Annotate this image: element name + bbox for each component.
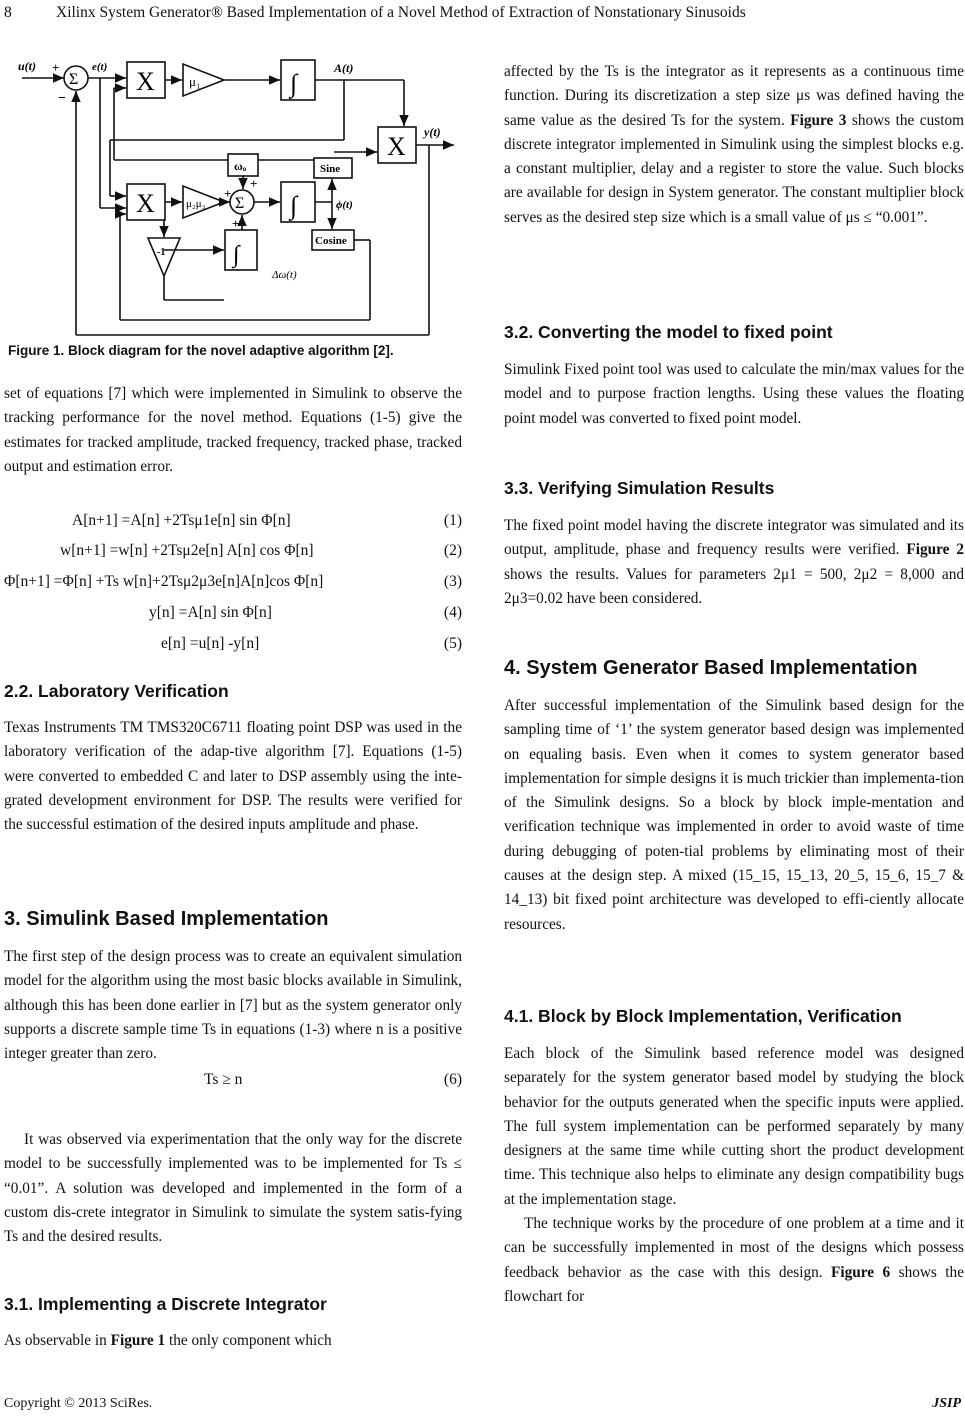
label-phi: ϕ(t) <box>336 199 353 211</box>
figure-3-ref[interactable]: Figure 3 <box>790 111 847 129</box>
equation-2-number: (2) <box>443 542 462 559</box>
label-plus: + <box>52 60 60 75</box>
paragraph-2-2: Texas Instruments TM TMS320C6711 floating point DSP was used in the laboratory verification of the adap-tive algorithm [7]. Equations (1-5) were converted to embedded C and later to DSP assembly using the inte-grated development environment for DSP. The results were verified for the successful estimation of the desired inputs amplitude and phase. <box>4 719 462 834</box>
section-3-3 <box>504 514 964 611</box>
section-3-1 <box>4 1329 462 1353</box>
label-plus-3: + <box>250 176 258 191</box>
equation-6-number: (6) <box>443 1071 462 1088</box>
figure-1-block-diagram <box>14 50 464 350</box>
label-dw: Δω(t) <box>272 269 297 281</box>
equation-1: A[n+1] =A[n] +2Tsμ1e[n] sin Φ[n] <box>72 512 291 529</box>
paragraph-3-2: Simulink Fixed point tool was used to calculate the min/max values for the model and to purpose fraction lengths. Using these values the floating point model was converted to fixed point model. <box>504 361 964 427</box>
label-plus-4: + <box>232 216 240 231</box>
paragraph-3: The first step of the design process was to create an equivalent simulation model for the algorithm using the most basic blocks available in Simulink, although this has been done earlier in [7] but as the system generator only supports a discrete sample time Ts in equations (1-3) where n is a positive integer greater than zero. <box>4 948 462 1063</box>
label-integ-dw: ∫ <box>233 242 240 268</box>
right-intro <box>504 60 964 230</box>
label-omega0: ωₒ <box>234 159 247 173</box>
label-minus: − <box>58 91 66 106</box>
label-mu1: μ₁ <box>189 74 201 89</box>
equation-3: Φ[n+1] =Φ[n] +Ts w[n]+2Tsμ2μ3e[n]A[n]cos Φ[n] <box>4 573 324 590</box>
section-3-2 <box>504 358 964 431</box>
equation-5-number: (5) <box>443 635 462 652</box>
equation-4-number: (4) <box>443 604 462 621</box>
copyright: Copyright © 2013 SciRes. <box>4 1396 153 1411</box>
figure-6-ref[interactable]: Figure 6 <box>831 1263 891 1281</box>
label-integ-low: ∫ <box>290 191 298 220</box>
label-u: u(t) <box>18 59 36 73</box>
equation-6: Ts ≥ n <box>204 1071 243 1088</box>
paragraph-4-1b: The technique works by the procedure of one problem at a time and it can be successfully implemented in most of the designs which possess feedback behavior as the case with this design. Figure 6 shows the flowchart for <box>504 1215 964 1305</box>
section-4-1 <box>504 1042 964 1309</box>
equation-1-number: (1) <box>443 512 462 529</box>
label-mult-top: X <box>136 67 155 96</box>
journal-abbrev: JSIP <box>932 1396 961 1411</box>
section-4 <box>504 694 964 937</box>
paragraph-intro: set of equations [7] which were implemented in Simulink to observe the tracking performance for the novel method. Equations (1-5) give the estimates for tracked amplitude, tracked frequency, tracked phase, tracked output and estimation error. <box>4 385 462 475</box>
equation-2: w[n+1] =w[n] +2Tsμ2e[n] A[n] cos Φ[n] <box>60 542 314 559</box>
section-3 <box>4 945 462 1066</box>
label-mu23: μ₂μ₃ <box>186 198 206 210</box>
left-intro <box>4 382 462 479</box>
paragraph-4-1: Each block of the Simulink based reference model was designed separately for the system generator based model by studying the block behavior for the outputs generated when the specific inputs were applied. The full system implementation can be performed separately by many designers at the same time while cutting short the product development time. This technique also helps to eliminate any design compatibility bugs at the implementation stage. <box>504 1045 964 1208</box>
running-title: Xilinx System Generator® Based Implementation of a Novel Method of Extraction of Nonstationary Sinusoids <box>56 4 746 21</box>
paragraph-3-1: As observable in Figure 1 the only component which <box>4 1332 332 1349</box>
heading-4: 4. System Generator Based Implementation <box>504 657 918 679</box>
label-e: e(t) <box>92 61 108 73</box>
equation-6-block <box>4 1071 462 1095</box>
label-A: A(t) <box>334 61 354 75</box>
label-cosine: Cosine <box>315 235 347 247</box>
equation-3-number: (3) <box>443 573 462 590</box>
figure-2-ref[interactable]: Figure 2 <box>906 541 964 559</box>
heading-2-2: 2.2. Laboratory Verification <box>4 681 229 701</box>
label-sigma: Σ <box>69 71 79 88</box>
equation-5: e[n] =u[n] -y[n] <box>161 635 260 652</box>
paragraph-4: After successful implementation of the Simulink based design for the sampling time of ‘1’ the system generator based design was implemented on equaling basis. Even when it comes to system generator based implementation for simple designs it is much trickier than implementa-tion of the Simulink designs. So a block by block imple-mentation and verification technique was implemented in order to avoid waste of time during debugging of poten-tial problems by eliminating most of their causes at the design step. A mixed (15_15, 15_13, 20_5, 15_6, 15_7 & 14_13) bit fixed point architecture was developed to effi-ciently allocate resources. <box>504 697 964 933</box>
equations-block <box>4 512 462 662</box>
heading-4-1: 4.1. Block by Block Implementation, Verification <box>504 1006 902 1026</box>
paragraph-3-3: The fixed point model having the discrete integrator was simulated and its output, amplitude, phase and frequency results were verified. Figure 2 shows the results. Values for parameters 2μ1 = 500, 2μ2 = 8,000 and 2μ3=0.02 have been considered. <box>504 517 964 607</box>
paragraph-right-a: affected by the Ts is the integrator as it represents as a continuous time function. During its discretization a step size μs was defined having the same value as the desired Ts for the system. Figure 3 shows the custom discrete integrator implemented in Simulink using the simplest blocks e.g. a constant multiplier, delay and a register to store the value. Such blocks are available for design in System generator. The constant multiplier block serves as the desired step size which is a small value of μs ≤ “0.001”. <box>504 63 964 226</box>
heading-3-1: 3.1. Implementing a Discrete Integrator <box>4 1294 327 1314</box>
label-integ-top: ∫ <box>290 69 298 98</box>
equation-4: y[n] =A[n] sin Φ[n] <box>149 604 272 621</box>
section-3b <box>4 1128 462 1249</box>
label-mult-out: X <box>387 132 406 161</box>
paragraph-3b: It was observed via experimentation that the only way for the discrete model to be successfully implemented was to be implemented for Ts ≤ “0.01”. A solution was developed and implemented in the form of a custom dis-crete integrator in Simulink to simulate the system satis-fying Ts and the desired results. <box>4 1131 462 1246</box>
label-gain: -1 <box>157 247 166 258</box>
section-2-2 <box>4 716 462 837</box>
label-sine: Sine <box>320 163 341 175</box>
running-header <box>0 2 965 26</box>
heading-3-2: 3.2. Converting the model to fixed point <box>504 322 833 342</box>
label-sigma-low: Σ <box>235 195 245 212</box>
heading-3: 3. Simulink Based Implementation <box>4 908 329 930</box>
label-plus-2: + <box>224 186 232 201</box>
label-mult-low: X <box>136 189 155 218</box>
figure-1-ref[interactable]: Figure 1 <box>110 1332 166 1349</box>
figure-1-caption: Figure 1. Block diagram for the novel adaptive algorithm [2]. <box>8 343 394 358</box>
label-y: y(t) <box>424 125 441 139</box>
heading-3-3: 3.3. Verifying Simulation Results <box>504 478 775 498</box>
page-number: 8 <box>4 4 12 21</box>
